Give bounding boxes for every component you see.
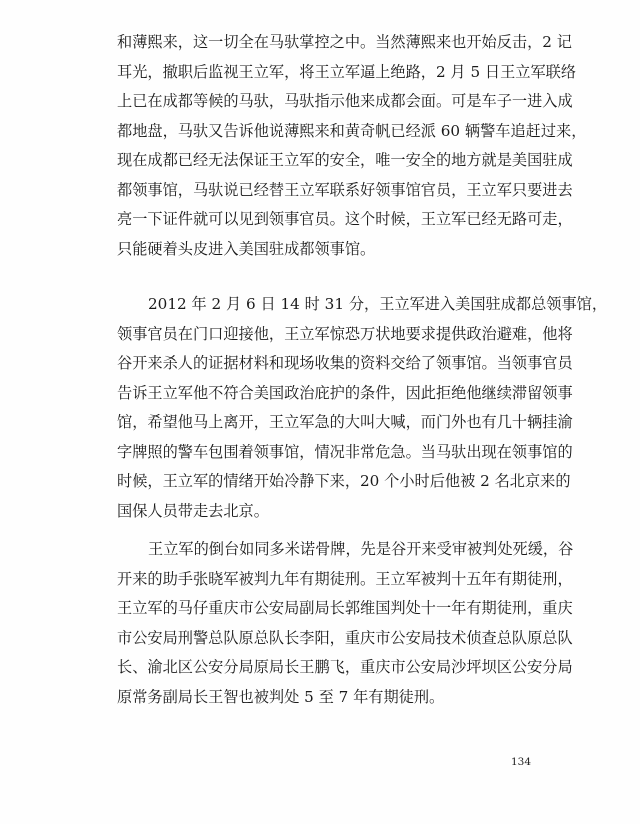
text-line: 谷开来杀人的证据材料和现场收集的资料交给了领事馆。当领事官员 xyxy=(117,354,573,372)
text-line: 2012 年 2 月 6 日 14 时 31 分，王立军进入美国驻成都总领事馆， xyxy=(148,295,608,313)
page-number: 134 xyxy=(511,756,532,768)
text-line: 都领事馆，马驮说已经替王立军联系好领事馆官员，王立军只要进去 xyxy=(117,180,573,199)
text-line: 现在成都已经无法保证王立军的安全，唯一安全的地方就是美国驻成 xyxy=(117,151,573,169)
text-line: 字牌照的警车包围着领事馆，情况非常危急。当马驮出现在领事馆的 xyxy=(117,442,573,461)
text-line: 市公安局刑警总队原总队长李阳，重庆市公安局技术侦查总队原总队 xyxy=(117,628,573,647)
text-line: 时候，王立军的情绪开始冷静下来，20 个小时后他被 2 名北京来的 xyxy=(117,472,571,490)
text-line: 国保人员带走去北京。 xyxy=(117,501,269,520)
text-line: 原常务副局长王智也被判处 5 至 7 年有期徒刑。 xyxy=(117,687,445,706)
text-line: 领事官员在门口迎接他，王立军惊恐万状地要求提供政治避难，他将 xyxy=(117,324,573,343)
text-line: 只能硬着头皮进入美国驻成都领事馆。 xyxy=(117,239,376,258)
text-line: 上已在成都等候的马驮，马驮指示他来成都会面。可是车子一进入成 xyxy=(117,92,573,110)
text-line: 馆，希望他马上离开，王立军急的大叫大喊，而门外也有几十辆挂渝 xyxy=(117,413,573,431)
text-line: 开来的助手张晓军被判九年有期徒刑。王立军被判十五年有期徒刑， xyxy=(117,569,573,588)
paragraph-2 xyxy=(117,290,608,526)
text-line: 都地盘，马驮又告诉他说薄熙来和黄奇帆已经派 60 辆警车追赶过来， xyxy=(117,121,587,140)
text-line: 和薄熙来，这一切全在马驮掌控之中。当然薄熙来也开始反击，2 记 xyxy=(117,33,572,51)
text-line: 王立军的马仔重庆市公安局副局长郭维国判处十一年有期徒刑，重庆 xyxy=(117,599,573,617)
text-line: 亮一下证件就可以见到领事官员。这个时候，王立军已经无路可走， xyxy=(117,210,573,228)
paragraph-1 xyxy=(117,28,587,264)
text-line: 告诉王立军他不符合美国政治庇护的条件，因此拒绝他继续滞留领事 xyxy=(117,383,573,402)
text-line: 长、渝北区公安分局原局长王鹏飞，重庆市公安局沙坪坝区公安分局 xyxy=(117,658,573,676)
text-line: 耳光，撤职后监视王立军，将王立军逼上绝路，2 月 5 日王立军联络 xyxy=(117,62,577,81)
paragraph-3 xyxy=(117,535,574,712)
text-line: 王立军的倒台如同多米诺骨牌，先是谷开来受审被判处死缓，谷 xyxy=(148,540,574,558)
